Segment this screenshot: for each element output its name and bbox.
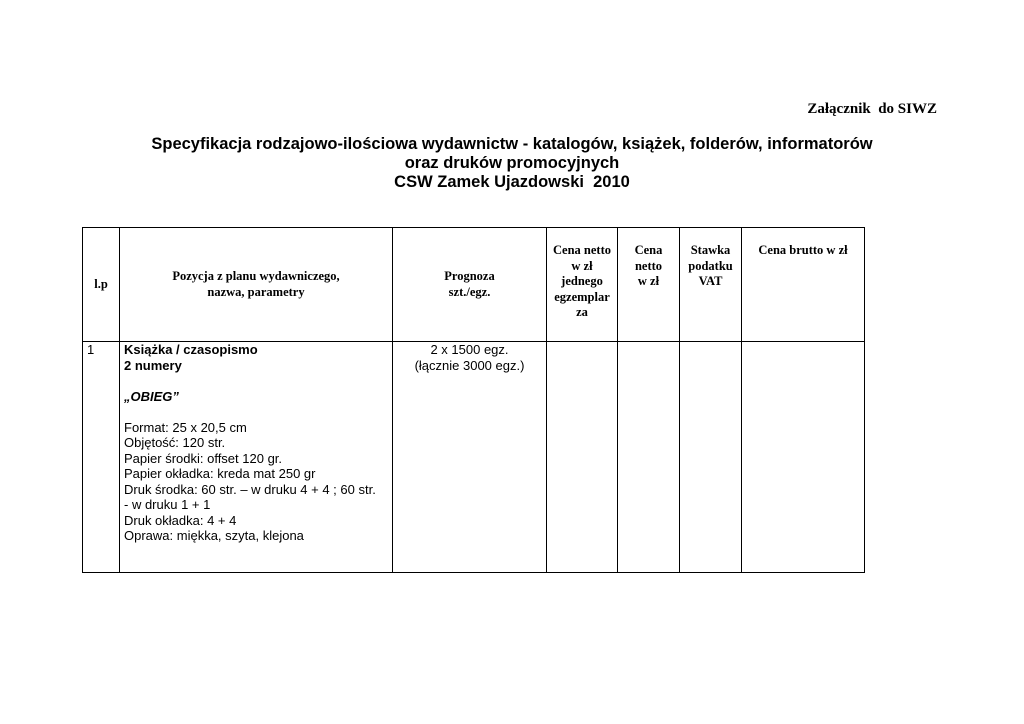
param-cover-paper: Papier okładka: kreda mat 250 gr <box>124 466 316 481</box>
param-binding: Oprawa: miękka, szyta, klejona <box>124 528 304 543</box>
document-title <box>0 135 1024 192</box>
param-cover-print: Druk okładka: 4 + 4 <box>124 512 237 528</box>
header-net-price: Cena netto w zł <box>618 228 680 342</box>
header-lp: l.p <box>83 228 120 342</box>
header-forecast: Prognoza szt./egz. <box>393 228 547 342</box>
item-issues: 2 numery <box>124 357 182 373</box>
title-line-3: CSW Zamek Ujazdowski 2010 <box>394 173 630 191</box>
header-position: Pozycja z planu wydawniczego, nazwa, parametry <box>120 228 393 342</box>
item-name: „OBIEG” <box>124 388 179 404</box>
annex-label: Załącznik do SIWZ <box>807 101 937 117</box>
param-format: Format: 25 x 20,5 cm <box>124 419 247 435</box>
cell-vat-rate <box>680 342 742 573</box>
cell-net-price <box>618 342 680 573</box>
specification-table <box>82 227 865 573</box>
cell-unit-net-price <box>547 342 618 573</box>
header-gross-price: Cena brutto w zł <box>742 228 865 342</box>
param-inner-paper: Papier środki: offset 120 gr. <box>124 450 283 466</box>
cell-lp: 1 <box>83 342 120 573</box>
cell-forecast: 2 x 1500 egz. (łącznie 3000 egz.) <box>393 342 547 573</box>
title-line-2: oraz druków promocyjnych <box>404 154 620 172</box>
param-inner-print: Druk środka: 60 str. – w druku 4 + 4 ; 60 str. <box>124 481 376 497</box>
title-line-1: Specyfikacja rodzajowo-ilościowa wydawnictw - katalogów, książek, folderów, informatorów <box>151 135 873 153</box>
table-header-row <box>83 228 865 342</box>
item-title: Książka / czasopismo <box>124 342 258 357</box>
table-row <box>83 342 865 573</box>
cell-gross-price <box>742 342 865 573</box>
header-vat-rate: Stawka podatku VAT <box>680 228 742 342</box>
param-volume: Objętość: 120 str. <box>124 435 226 450</box>
cell-position <box>120 342 393 573</box>
header-unit-net-price: Cena netto w zł jednego egzemplar za <box>547 228 618 342</box>
param-inner-print-cont: - w druku 1 + 1 <box>124 497 211 512</box>
